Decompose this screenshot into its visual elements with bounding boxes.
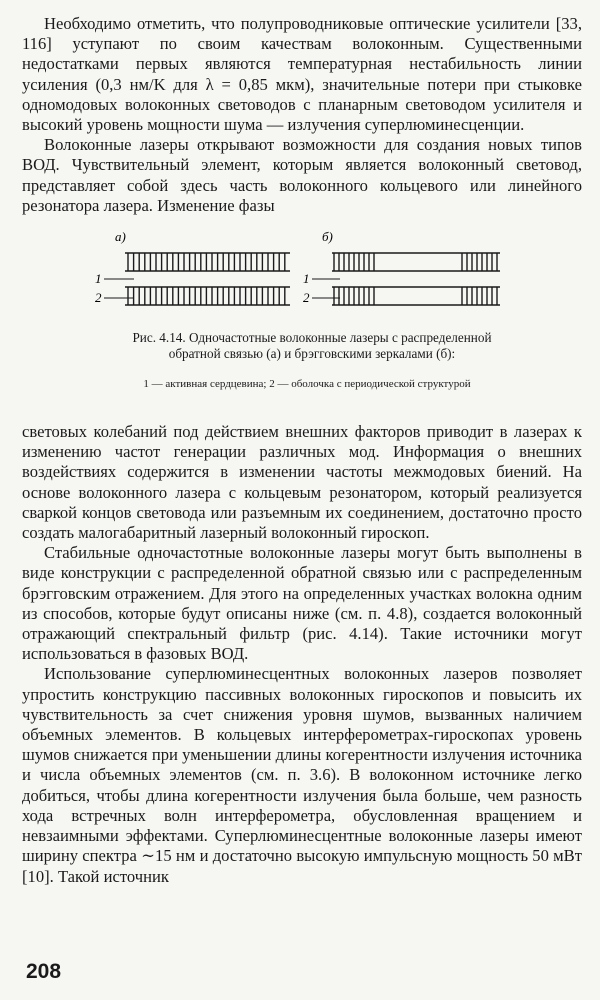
figure-label-a: а) — [115, 229, 126, 245]
figure-label-b: б) — [322, 229, 333, 245]
figure-caption: Рис. 4.14. Одночастотные волоконные лазеры с распределенной обратной связью (а) и брэгговскими зеркалами (б): — [132, 330, 492, 362]
figure-4-14 — [22, 228, 582, 422]
paragraph: световых колебаний под действием внешних факторов приводит в лазерах к изменению частот генерации различных мод. Информация о внешних воздействиях содержится в изменении частоты межмодовых биений. На основе волоконного лазера с кольцевым резонатором, который реализуется сваркой концов световода или разъемным их соединением, достаточно просто создать малогабаритный лазерный волоконный гироскоп. — [22, 422, 582, 543]
bragg-mirror-laser-diagram — [332, 253, 500, 305]
marker-2: 2 — [95, 290, 102, 306]
marker-1: 1 — [303, 271, 310, 287]
figure-drawing — [22, 228, 582, 338]
page-number: 208 — [26, 960, 62, 983]
dfb-laser-diagram — [125, 253, 290, 305]
paragraph: Волоконные лазеры открывают возможности для создания новых типов ВОД. Чувствительный элемент, которым является волоконный световод, представляет собой здесь часть волоконного кольцевого или линейного резонатора лазера. Изменение фазы — [22, 135, 582, 215]
figure-legend: 1 — активная сердцевина; 2 — оболочка с периодической структурой — [143, 378, 471, 391]
marker-2: 2 — [303, 290, 310, 306]
marker-1: 1 — [95, 271, 102, 287]
paragraph: Необходимо отметить, что полупроводниковые оптические усилители [33, 116] уступают по своим качествам волоконным. Существенными недостатками первых являются температурная нестабильность линии усиления (0,3 нм/K для λ = 0,85 мкм), значительные потери при стыковке одномодовых волоконных световодов с планарным световодом усилителя и высокий уровень мощности шума — излучения суперлюминесценции. — [22, 14, 582, 135]
paragraph: Использование суперлюминесцентных волоконных лазеров позволяет упростить конструкцию пассивных волоконных гироскопов и повысить их чувствительность за счет снижения уровня шумов, вызванных наличием объемных элементов. В кольцевых интерферометрах-гироскопах уровень шумов снижается при уменьшении длины когерентности излучения источника и числа объемных элементов (см. п. 3.6). В волоконном источнике легко добиться, чтобы длина когерентности излучения была больше, чем разность хода встречных волн интерферометра, обусловленная вращением и невзаимными эффектами. Суперлюминесцентные волоконные лазеры имеют ширину спектра ∼15 нм и достаточно высокую импульсную мощность 50 мВт [10]. Такой источник — [22, 664, 582, 886]
paragraph: Стабильные одночастотные волоконные лазеры могут быть выполнены в виде конструкции с распределенной обратной связью или с распределенным брэгговским отражением. Для этого на определенных участках волокна одним из способов, которые будут описаны ниже (см. п. 4.8), создается волоконный отражающий спектральный фильтр (рис. 4.14). Такие источники могут использоваться в фазовых ВОД. — [22, 543, 582, 664]
page-body — [22, 0, 582, 887]
